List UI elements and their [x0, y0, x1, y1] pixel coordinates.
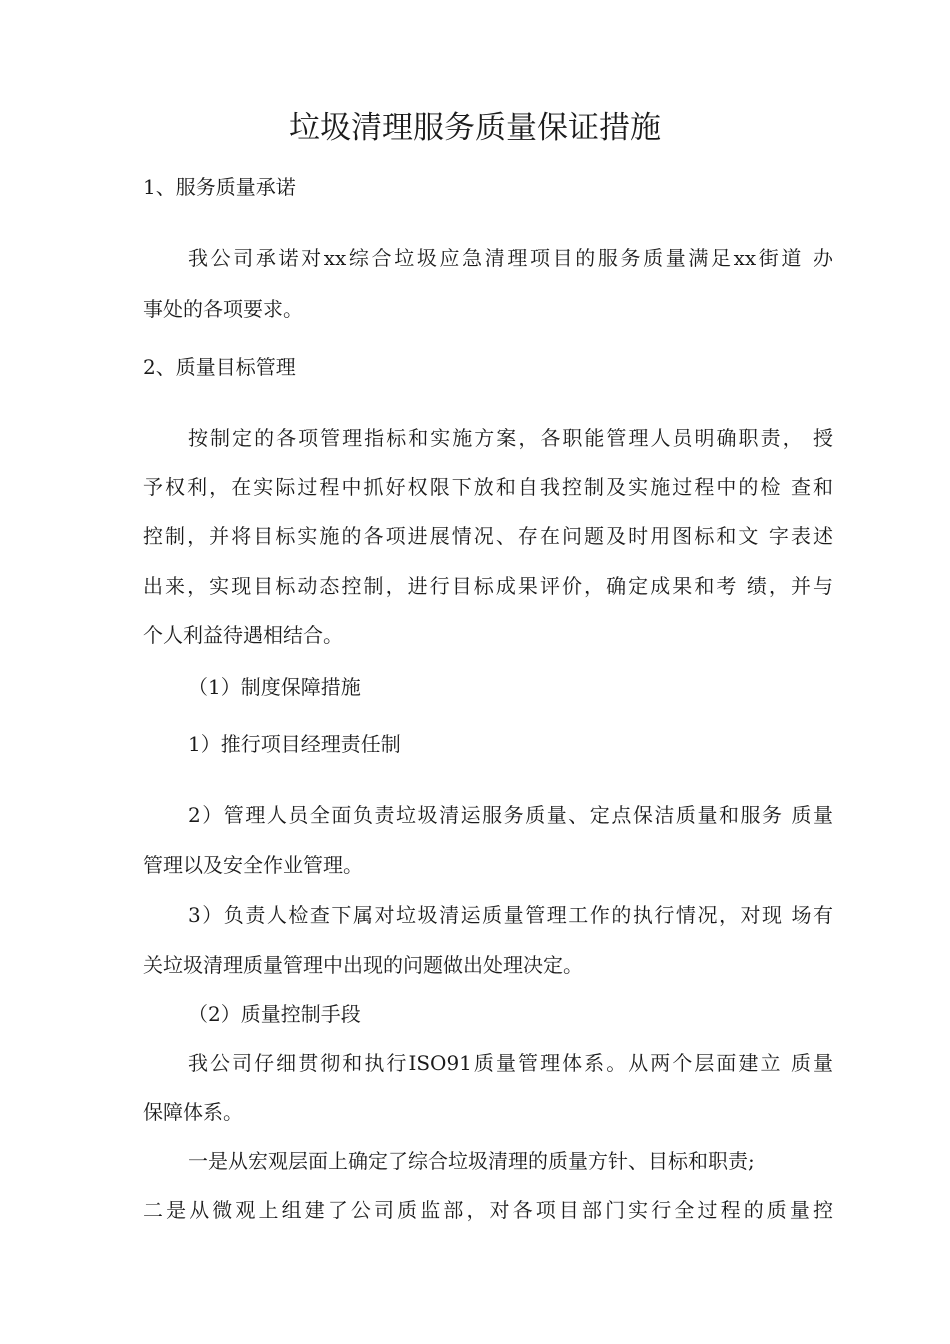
paragraph-line: 一是从宏观层面上确定了综合垃圾清理的质量方针、目标和职责;	[188, 1149, 755, 1173]
paragraph-line: 按制定的各项管理指标和实施方案，各职能管理人员明确职责， 授	[188, 426, 833, 450]
paragraph-line: 事处的各项要求。	[143, 297, 303, 321]
list-item: 3）负责人检查下属对垃圾清运质量管理工作的执行情况，对现 场有	[188, 903, 833, 927]
paragraph-line: 我公司承诺对xx综合垃圾应急清理项目的服务质量满足xx街道 办	[188, 246, 833, 270]
paragraph-line: 关垃圾清理质量管理中出现的问题做出处理决定。	[143, 953, 583, 977]
paragraph-line: 我公司仔细贯彻和执行ISO91质量管理体系。从两个层面建立 质量	[188, 1051, 833, 1075]
paragraph-line: 出来，实现目标动态控制，进行目标成果评价，确定成果和考 绩，并与	[143, 574, 833, 598]
paragraph-line: 保障体系。	[143, 1100, 243, 1124]
paragraph-line: 管理以及安全作业管理。	[143, 853, 363, 877]
paragraph-line: 二是从微观上组建了公司质监部，对各项目部门实行全过程的质量控	[143, 1198, 833, 1222]
section-heading-1: 1、服务质量承诺	[143, 175, 296, 199]
paragraph-line: 控制，并将目标实施的各项进展情况、存在问题及时用图标和文 字表述	[143, 524, 833, 548]
section-heading-2: 2、质量目标管理	[143, 355, 296, 379]
paragraph-line: 予权利，在实际过程中抓好权限下放和自我控制及实施过程中的检 查和	[143, 475, 833, 499]
subheading: （1）制度保障措施	[188, 675, 361, 699]
subheading: （2）质量控制手段	[188, 1002, 361, 1026]
list-item: 1）推行项目经理责任制	[188, 732, 401, 756]
list-item: 2）管理人员全面负责垃圾清运服务质量、定点保洁质量和服务 质量	[188, 803, 833, 827]
document-title: 垃圾清理服务质量保证措施	[289, 110, 661, 146]
paragraph-line: 个人利益待遇相结合。	[143, 623, 343, 647]
